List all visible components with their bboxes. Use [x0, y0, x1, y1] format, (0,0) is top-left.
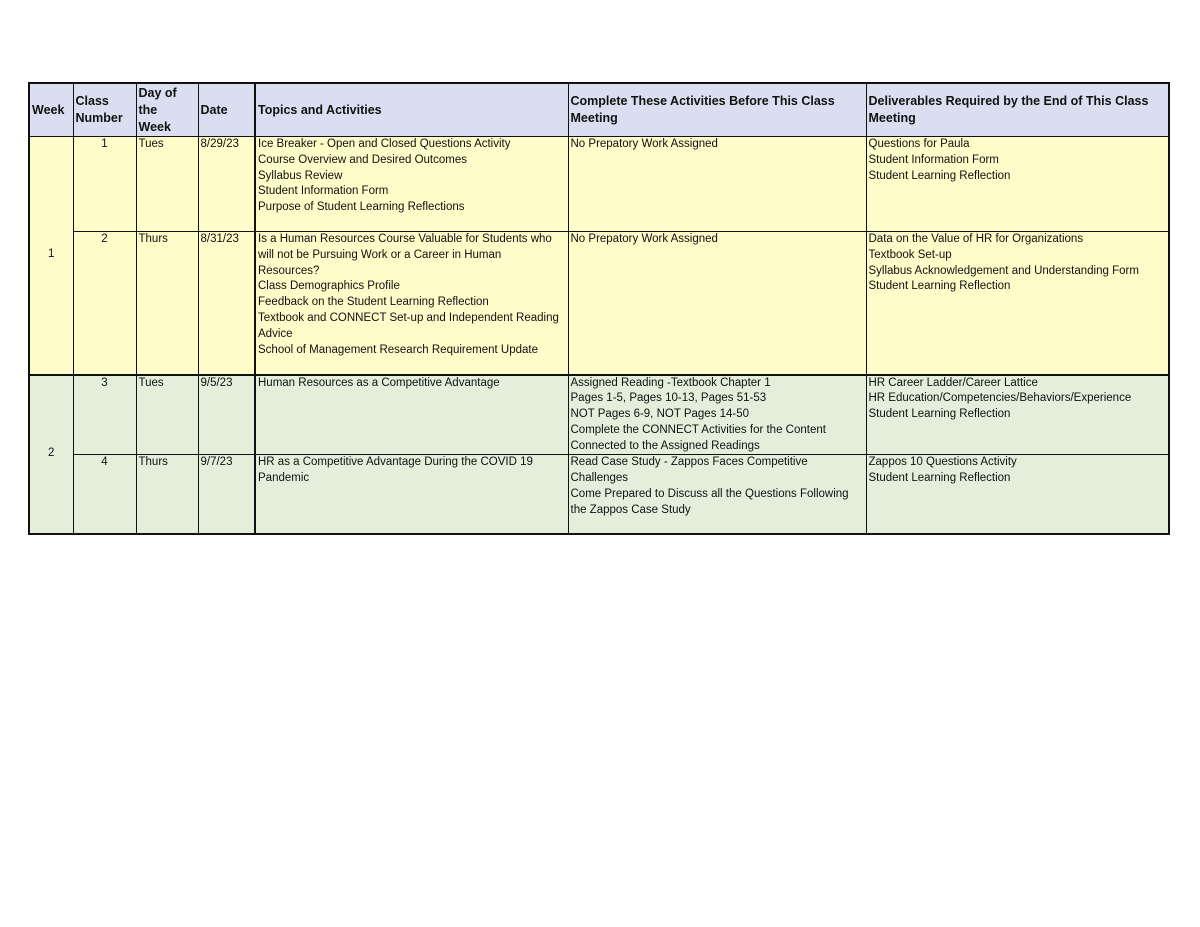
list-item: Feedback on the Student Learning Reflection [258, 296, 489, 309]
list-item: Purpose of Student Learning Reflections [258, 201, 465, 214]
deliverables-cell [866, 375, 1169, 455]
list-item: Complete the CONNECT Activities for the Content Connected to the Assigned Readings [570, 423, 826, 452]
course-schedule-table [28, 82, 1170, 535]
before-class-cell [568, 375, 866, 455]
week-cell: 1 [29, 137, 73, 375]
list-item: Course Overview and Desired Outcomes [258, 153, 467, 166]
list-item: Zappos 10 Questions Activity [868, 456, 1017, 469]
list-item: Come Prepared to Discuss all the Questions Following the Zappos Case Study [570, 488, 849, 516]
deliverables-header: Deliverables Required by the End of This Class Meeting [866, 83, 1169, 137]
list-item: Student Information Form [868, 153, 999, 166]
date-cell: 9/7/23 [198, 455, 255, 534]
list-item: Data on the Value of HR for Organizations [868, 233, 1084, 245]
class-number-cell: 3 [73, 375, 136, 455]
list-item: Textbook and CONNECT Set-up and Independent Reading Advice [258, 311, 559, 340]
deliverables-cell [866, 137, 1169, 232]
list-item: No Prepatory Work Assigned [570, 138, 718, 150]
before-class-cell [568, 137, 866, 232]
date-cell: 8/29/23 [198, 137, 255, 232]
class-number-cell: 1 [73, 137, 136, 232]
date-cell: 9/5/23 [198, 375, 255, 455]
list-item: NOT Pages 6-9, NOT Pages 14-50 [570, 408, 750, 421]
day-cell: Tues [136, 137, 198, 232]
topics-cell [255, 375, 568, 455]
table-row [29, 232, 1169, 375]
list-item: Assigned Reading -Textbook Chapter 1 [570, 376, 771, 389]
date-cell: 8/31/23 [198, 232, 255, 375]
topics-cell [255, 232, 568, 375]
list-item: School of Management Research Requirement Update [258, 343, 538, 356]
day-cell: Tues [136, 375, 198, 455]
before-class-header: Complete These Activities Before This Class Meeting [568, 83, 866, 137]
list-item: HR as a Competitive Advantage During the COVID 19 Pandemic [258, 456, 533, 485]
list-item: Syllabus Review [258, 169, 343, 182]
list-item: Class Demographics Profile [258, 280, 400, 293]
class-number-cell: 2 [73, 232, 136, 375]
header-row [29, 83, 1169, 137]
table-row [29, 455, 1169, 534]
class-number-cell: 4 [73, 455, 136, 534]
table-row [29, 375, 1169, 455]
topics-cell [255, 137, 568, 232]
day-cell: Thurs [136, 455, 198, 534]
before-class-cell [568, 232, 866, 375]
table-row [29, 137, 1169, 232]
list-item: No Prepatory Work Assigned [570, 233, 718, 245]
list-item: Pages 1-5, Pages 10-13, Pages 51-53 [570, 392, 767, 405]
list-item: Questions for Paula [868, 138, 970, 150]
list-item: HR Education/Competencies/Behaviors/Experience [868, 392, 1132, 405]
list-item: Student Learning Reflection [868, 472, 1011, 485]
list-item: Human Resources as a Competitive Advantage [258, 376, 500, 389]
week-header: Week [29, 83, 73, 137]
list-item: Textbook Set-up [868, 248, 952, 261]
week-cell: 2 [29, 375, 73, 534]
date-header: Date [198, 83, 255, 137]
class-number-header: Class Number [73, 83, 136, 137]
topics-cell [255, 455, 568, 534]
list-item: HR Career Ladder/Career Lattice [868, 376, 1038, 389]
list-item: Syllabus Acknowledgement and Understanding Form [868, 264, 1139, 277]
list-item: Ice Breaker - Open and Closed Questions Activity [258, 138, 511, 150]
before-class-cell [568, 455, 866, 534]
list-item: Student Learning Reflection [868, 280, 1011, 293]
deliverables-cell [866, 455, 1169, 534]
topics-header: Topics and Activities [255, 83, 568, 137]
list-item: Is a Human Resources Course Valuable for Students who will not be Pursuing Work or a Career in Human Resources? [258, 233, 552, 277]
list-item: Read Case Study - Zappos Faces Competitive Challenges [570, 456, 808, 485]
list-item: Student Learning Reflection [868, 408, 1011, 421]
list-item: Student Learning Reflection [868, 169, 1011, 182]
list-item: Student Information Form [258, 185, 389, 198]
day-cell: Thurs [136, 232, 198, 375]
day-of-week-header: Day of the Week [136, 83, 198, 137]
deliverables-cell [866, 232, 1169, 375]
